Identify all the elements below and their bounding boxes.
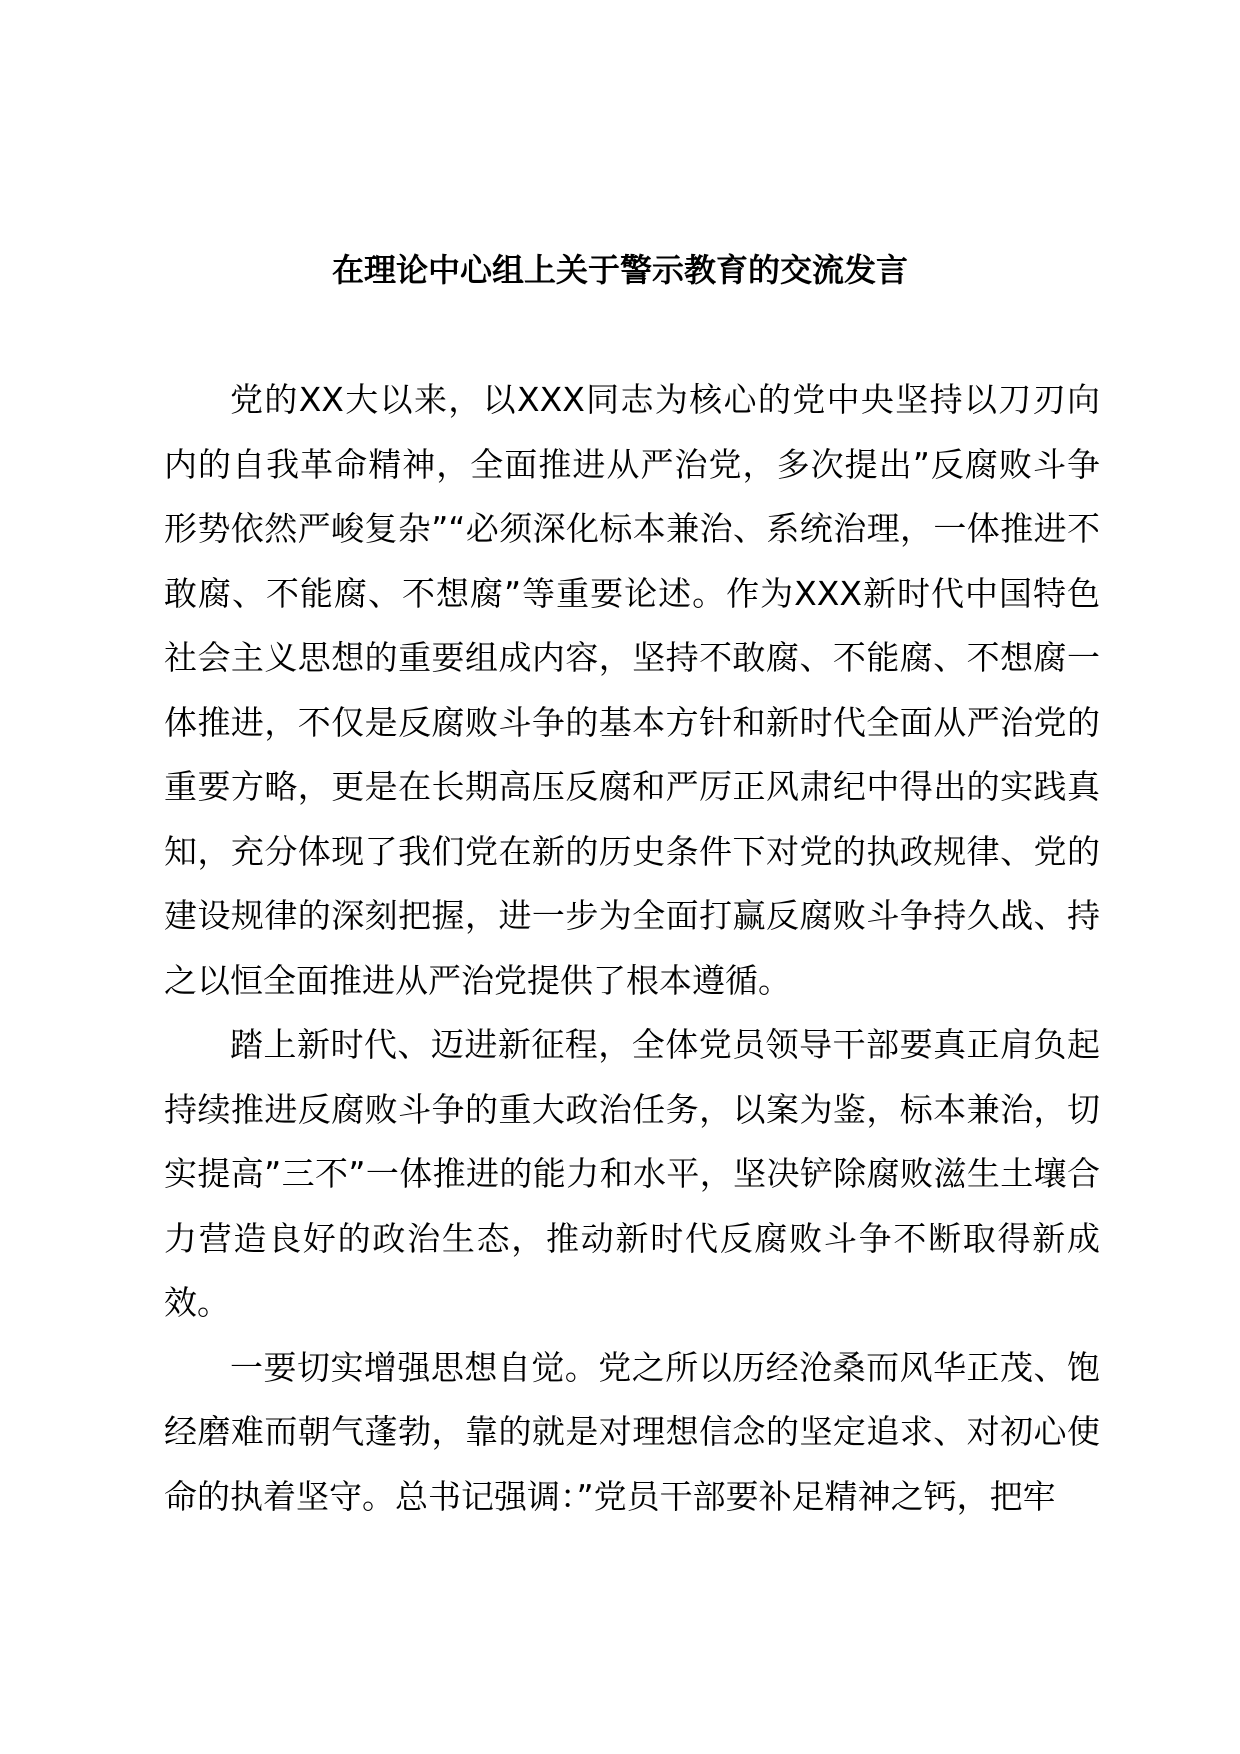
paragraph-2: 踏上新时代、迈进新征程，全体党员领导干部要真正肩负起持续推进反腐败斗争的重大政治任务，以案为鉴，标本兼治，切实提高”三不”一体推进的能力和水平，坚决铲除腐败滋生土壤合力营造良好的政治生态，推动新时代反腐败斗争不断取得新成效。 xyxy=(164,1025,1100,1322)
paragraph-1: 党的XX大以来，以XXX同志为核心的党中央坚持以刀刃向内的自我革命精神，全面推进从严治党，多次提出”反腐败斗争形势依然严峻复杂”“必须深化标本兼治、系统治理，一体推进不敢腐、不能腐、不想腐”等重要论述。作为XXX新时代中国特色社会主义思想的重要组成内容，坚持不敢腐、不能腐、不想腐一体推进，不仅是反腐败斗争的基本方针和新时代全面从严治党的重要方略，更是在长期高压反腐和严厉正风肃纪中得出的实践真知，充分体现了我们党在新的历史条件下对党的执政规律、党的建设规律的深刻把握，进一步为全面打赢反腐败斗争持久战、持之以恒全面推进从严治党提供了根本遵循。 xyxy=(164,380,1100,1000)
document-title: 在理论中心组上关于警示教育的交流发言 xyxy=(331,251,908,289)
document-body xyxy=(164,368,1100,1529)
paragraph-3: 一要切实增强思想自觉。党之所以历经沧桑而风华正茂、饱经磨难而朝气蓬勃，靠的就是对理想信念的坚定追求、对初心使命的执着坚守。总书记强调：”党员干部要补足精神之钙，把牢 xyxy=(164,1347,1100,1516)
